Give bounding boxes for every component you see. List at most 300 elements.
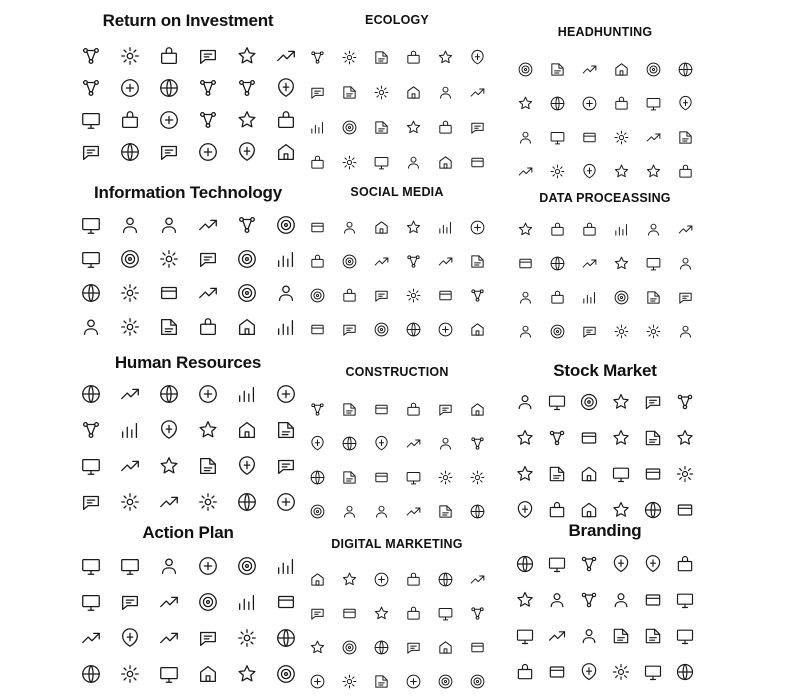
drop-icon <box>461 40 493 75</box>
phone-chart-icon <box>509 280 541 314</box>
icon-grid <box>71 208 305 344</box>
leaf-book-icon <box>397 145 429 180</box>
task-list-icon <box>188 620 227 656</box>
sun-icon <box>461 145 493 180</box>
solar-panel-icon <box>429 110 461 145</box>
leader-icon <box>188 376 227 412</box>
panel-title: SOCIAL MEDIA <box>350 185 444 199</box>
drill-icon <box>429 460 461 494</box>
document-pen-icon <box>605 52 637 86</box>
icon-grid <box>71 40 305 168</box>
factory-icon <box>301 145 333 180</box>
icon-grid <box>301 392 493 528</box>
seo-icon <box>605 546 637 582</box>
bar-chart-icon <box>429 630 461 664</box>
panel-title: Stock Market <box>553 361 657 380</box>
percent-phone-icon <box>637 420 669 456</box>
heart-icon <box>429 210 461 244</box>
flame-icon <box>365 75 397 110</box>
pie-chart-icon <box>573 420 605 456</box>
clipboard-like-icon <box>266 620 305 656</box>
org-chart-icon <box>637 52 669 86</box>
feedback-icon <box>509 582 541 618</box>
phone-icon <box>301 244 333 278</box>
leaves-icon <box>333 40 365 75</box>
handshake-icon <box>188 72 227 104</box>
presentation-icon <box>110 376 149 412</box>
presenter-icon <box>266 448 305 484</box>
recycle-icon <box>429 40 461 75</box>
envelope-icon <box>149 310 188 344</box>
panel-title: DATA PROCEASSING <box>539 191 671 205</box>
person-check-icon <box>188 484 227 520</box>
laptop-icon <box>333 312 365 346</box>
group-icon <box>149 376 188 412</box>
winner-icon <box>509 120 541 154</box>
trend-arrow-icon <box>266 104 305 136</box>
house-icon <box>301 426 333 460</box>
gears-icon <box>541 314 573 348</box>
network-people-icon <box>541 154 573 188</box>
speedometer-icon <box>573 618 605 654</box>
review-stars-icon <box>637 618 669 654</box>
piggy-bank-icon <box>71 136 110 168</box>
icon-grid <box>301 210 493 346</box>
idea-person-icon <box>188 448 227 484</box>
earth-icon <box>365 110 397 145</box>
hierarchy-icon <box>509 86 541 120</box>
network-icon <box>669 246 701 280</box>
thumbs-up-icon <box>461 210 493 244</box>
icon-grid <box>509 52 701 188</box>
team-leader-icon <box>188 656 227 692</box>
presentation-icon <box>188 584 227 620</box>
growth-icon <box>149 620 188 656</box>
icon-grid <box>509 212 701 348</box>
box-icon <box>605 618 637 654</box>
cart-icon <box>333 562 365 596</box>
chat-people-icon <box>605 154 637 188</box>
icon-grid <box>301 562 493 698</box>
monitor-chart-icon <box>461 312 493 346</box>
building-icon <box>461 494 493 528</box>
person-arrows-icon <box>149 412 188 448</box>
house-icon <box>227 136 266 168</box>
connection-icon <box>573 154 605 188</box>
globe-dollar-icon <box>71 104 110 136</box>
smartphone-icon <box>365 312 397 346</box>
rocket-icon <box>301 562 333 596</box>
toolbox-icon <box>301 494 333 528</box>
dollar-plant-icon <box>149 40 188 72</box>
excavator-icon <box>429 392 461 426</box>
checklist-icon <box>110 448 149 484</box>
group-icon <box>669 154 701 188</box>
gear-cycle-icon <box>266 656 305 692</box>
pie-chart-icon <box>188 104 227 136</box>
refresh-dollar-icon <box>71 40 110 72</box>
network-people-icon <box>110 484 149 520</box>
eco-house-icon <box>461 75 493 110</box>
security-monitor-icon <box>266 242 305 276</box>
real-estate-icon <box>266 136 305 168</box>
panel-title: Action Plan <box>142 523 234 542</box>
charts-icon <box>149 548 188 584</box>
phone-icon <box>461 562 493 596</box>
icon-grid <box>509 546 701 690</box>
target-icon <box>110 548 149 584</box>
pipe-icon <box>397 494 429 528</box>
paint-roller-icon <box>301 460 333 494</box>
hierarchy-icon <box>541 280 573 314</box>
envelope-icon <box>605 654 637 690</box>
money-bag-icon <box>149 136 188 168</box>
ladder-icon <box>429 494 461 528</box>
target-icon <box>573 246 605 280</box>
monitor-icon <box>429 596 461 630</box>
bricks-icon <box>365 426 397 460</box>
dot-grid-icon <box>227 310 266 344</box>
database-icon <box>227 242 266 276</box>
hand-growth-icon <box>509 420 541 456</box>
settings-phone-icon <box>266 276 305 310</box>
conference-icon <box>71 448 110 484</box>
search-person-icon <box>227 448 266 484</box>
wifi-icon <box>365 278 397 312</box>
wind-turbine-icon <box>429 145 461 180</box>
cloud-icon <box>149 208 188 242</box>
battery-icon <box>429 75 461 110</box>
checklist-icon <box>71 584 110 620</box>
ruler-icon <box>333 494 365 528</box>
team-icon <box>71 376 110 412</box>
database-chat-icon <box>573 212 605 246</box>
cloud-upload-icon <box>266 310 305 344</box>
target-icon <box>541 546 573 582</box>
satellite-icon <box>397 562 429 596</box>
thumbs-up-icon <box>365 630 397 664</box>
analytics-monitor-icon <box>149 276 188 310</box>
truck-icon <box>397 460 429 494</box>
scales-icon <box>541 456 573 492</box>
globe-icon <box>301 596 333 630</box>
icon-grid <box>509 384 701 528</box>
shopping-cart-icon <box>266 72 305 104</box>
document-icon <box>573 314 605 348</box>
briefcase-icon <box>188 40 227 72</box>
bulldozer-icon <box>461 426 493 460</box>
recycle-bin-icon <box>397 75 429 110</box>
idea-person-icon <box>573 52 605 86</box>
megaphone-icon <box>333 596 365 630</box>
coins-icon <box>605 384 637 420</box>
bulb-icon <box>461 596 493 630</box>
calendar-icon <box>266 40 305 72</box>
teamwork-icon <box>227 412 266 448</box>
shopping-bag-chart-icon <box>71 72 110 104</box>
video-monitor-icon <box>110 276 149 310</box>
panel-title: Human Resources <box>114 353 262 372</box>
bulb-icon <box>541 212 573 246</box>
strategy-board-icon <box>227 584 266 620</box>
dollar-cycle-icon <box>149 72 188 104</box>
flow-icon <box>110 584 149 620</box>
target-icon <box>509 52 541 86</box>
percent-house-icon <box>227 72 266 104</box>
globe-icon <box>301 278 333 312</box>
brand-card-icon <box>541 618 573 654</box>
panel-title: DIGITAL MARKETING <box>331 537 463 551</box>
at-icon <box>429 244 461 278</box>
face-scan-icon <box>188 310 227 344</box>
document-search-icon <box>637 246 669 280</box>
megaphone-icon <box>509 618 541 654</box>
dollar-nodes-icon <box>110 136 149 168</box>
candidate-icon <box>573 120 605 154</box>
search-icon <box>301 664 333 698</box>
target-person-icon <box>605 86 637 120</box>
search-person-icon <box>637 86 669 120</box>
gift-icon <box>365 664 397 698</box>
video-window-icon <box>227 208 266 242</box>
dollar-network-icon <box>110 72 149 104</box>
meeting-icon <box>227 620 266 656</box>
video-camera-icon <box>301 312 333 346</box>
chat-people-icon <box>71 412 110 448</box>
presentation-chart-icon <box>637 384 669 420</box>
hashtag-phone-icon <box>669 546 701 582</box>
network-hub-icon <box>266 208 305 242</box>
plant-icon <box>397 40 429 75</box>
barrier-icon <box>365 392 397 426</box>
video-icon <box>397 664 429 698</box>
monitor-chart-icon <box>509 456 541 492</box>
tree-icon <box>333 145 365 180</box>
crane-icon <box>461 392 493 426</box>
plug-icon <box>333 110 365 145</box>
timer-icon <box>509 314 541 348</box>
bar-chart-dollar-icon <box>110 104 149 136</box>
plant-pot-icon <box>333 75 365 110</box>
bookmark-icon <box>365 210 397 244</box>
warning-icon <box>188 208 227 242</box>
bank-icon <box>669 456 701 492</box>
leader-icon <box>637 120 669 154</box>
chat-icon <box>110 242 149 276</box>
electric-car-icon <box>365 145 397 180</box>
code-window-icon <box>188 242 227 276</box>
cycle-people-icon <box>227 376 266 412</box>
globe-window-icon <box>71 208 110 242</box>
panel-title: HEADHUNTING <box>557 25 653 39</box>
chess-icon <box>71 548 110 584</box>
blueprint-icon <box>365 460 397 494</box>
funnel-icon <box>71 242 110 276</box>
calculator-icon <box>573 456 605 492</box>
achievement-icon <box>71 656 110 692</box>
play-icon <box>333 210 365 244</box>
target-icon <box>541 384 573 420</box>
laptop-search-icon <box>301 630 333 664</box>
wheelbarrow-icon <box>397 426 429 460</box>
star-icon <box>397 210 429 244</box>
investor-icon <box>605 420 637 456</box>
growth-arrow-icon <box>573 384 605 420</box>
badge-check-icon <box>637 546 669 582</box>
heart-icon <box>461 630 493 664</box>
icon-grid <box>301 40 493 180</box>
microphone-icon <box>397 278 429 312</box>
email-window-icon <box>227 276 266 310</box>
profile-icon <box>71 484 110 520</box>
panel-title: ECOLOGY <box>365 13 429 27</box>
leaf-bulb-icon <box>461 110 493 145</box>
idea-head-icon <box>573 582 605 618</box>
pen-tool-icon <box>605 582 637 618</box>
worker-icon <box>301 392 333 426</box>
presentation-icon <box>509 654 541 690</box>
gear-icon <box>509 212 541 246</box>
team-icon <box>541 52 573 86</box>
puzzle-icon <box>669 212 701 246</box>
wifi-icon <box>71 310 110 344</box>
candlestick-icon <box>509 384 541 420</box>
puzzle-people-icon <box>573 86 605 120</box>
meeting-icon <box>509 154 541 188</box>
browser-icon <box>365 562 397 596</box>
crown-icon <box>365 596 397 630</box>
handshake-icon <box>266 412 305 448</box>
idea-icon <box>637 212 669 246</box>
panel-title: Information Technology <box>94 183 282 202</box>
building-blocks-icon <box>227 104 266 136</box>
bar-chart-icon <box>541 246 573 280</box>
rating-people-icon <box>637 582 669 618</box>
person-flag-icon <box>541 86 573 120</box>
money-icon <box>605 280 637 314</box>
trowel-icon <box>429 426 461 460</box>
team-icon <box>509 546 541 582</box>
icon-grid <box>71 548 305 692</box>
helmet-icon <box>333 392 365 426</box>
message-icon <box>461 244 493 278</box>
signature-icon <box>541 654 573 690</box>
circuit-icon <box>71 276 110 310</box>
resume-icon <box>266 484 305 520</box>
gears-icon <box>333 426 365 460</box>
person-circle-icon <box>188 412 227 448</box>
music-icon <box>301 210 333 244</box>
design-icon <box>573 654 605 690</box>
saw-icon <box>333 460 365 494</box>
globe-leaf-icon <box>301 40 333 75</box>
leaf-drop-icon <box>301 110 333 145</box>
puzzle-icon <box>333 664 365 698</box>
panel-title: CONSTRUCTION <box>345 365 449 379</box>
businessman-icon <box>669 420 701 456</box>
person-icon <box>637 154 669 188</box>
user-post-icon <box>397 312 429 346</box>
server-icon <box>149 242 188 276</box>
chat-icon <box>461 664 493 698</box>
shirt-icon <box>637 654 669 690</box>
panel-title: Return on Investment <box>102 11 274 30</box>
search-icon <box>333 244 365 278</box>
hierarchy-icon <box>71 620 110 656</box>
network-icon <box>110 310 149 344</box>
camera-icon <box>429 278 461 312</box>
chart-icon <box>333 630 365 664</box>
tablet-icon <box>397 630 429 664</box>
resume-icon <box>669 120 701 154</box>
chess-icon <box>573 546 605 582</box>
id-card-icon <box>669 52 701 86</box>
line-chart-icon <box>637 456 669 492</box>
globe-search-icon <box>605 246 637 280</box>
credit-card-icon <box>110 208 149 242</box>
check-circle-icon <box>227 656 266 692</box>
percent-document-icon <box>227 40 266 72</box>
home-icon <box>461 278 493 312</box>
warning-icon <box>461 460 493 494</box>
search-icon <box>669 280 701 314</box>
magnifier-dollar-icon <box>188 136 227 168</box>
click-icon <box>188 276 227 310</box>
thumbs-up-icon <box>669 582 701 618</box>
target-icon <box>429 562 461 596</box>
wrenches-icon <box>365 494 397 528</box>
line-chart-icon <box>605 212 637 246</box>
target-icon <box>637 314 669 348</box>
puzzle-icon <box>110 656 149 692</box>
target-team-icon <box>110 412 149 448</box>
megaphone-icon <box>429 312 461 346</box>
icon-grid <box>71 376 305 520</box>
dollar-cycle-icon <box>541 420 573 456</box>
chess-icon <box>605 314 637 348</box>
store-icon <box>397 596 429 630</box>
timer-icon <box>227 548 266 584</box>
presentation-icon <box>605 120 637 154</box>
money-growth-icon <box>149 104 188 136</box>
battery-leaf-icon <box>397 110 429 145</box>
location-icon <box>333 278 365 312</box>
dollar-gear-icon <box>573 280 605 314</box>
target-icon <box>149 584 188 620</box>
mail-icon <box>429 664 461 698</box>
star-hand-icon <box>541 582 573 618</box>
diamond-icon <box>669 654 701 690</box>
bank-icon <box>110 40 149 72</box>
hand-coin-icon <box>605 456 637 492</box>
tools-icon <box>397 392 429 426</box>
money-hand-icon <box>637 280 669 314</box>
monitor-chart-icon <box>509 246 541 280</box>
leaf-icon <box>365 40 397 75</box>
runner-flag-icon <box>188 548 227 584</box>
laptop-icon <box>669 314 701 348</box>
panel-title: Branding <box>568 521 642 540</box>
globe-icon <box>301 75 333 110</box>
shield-people-icon <box>227 484 266 520</box>
crowd-icon <box>149 448 188 484</box>
logo-badge-icon <box>669 618 701 654</box>
hierarchy-person-icon <box>149 484 188 520</box>
rocket-icon <box>149 656 188 692</box>
globe-icon <box>541 120 573 154</box>
mail-icon <box>397 244 429 278</box>
gavel-icon <box>669 384 701 420</box>
